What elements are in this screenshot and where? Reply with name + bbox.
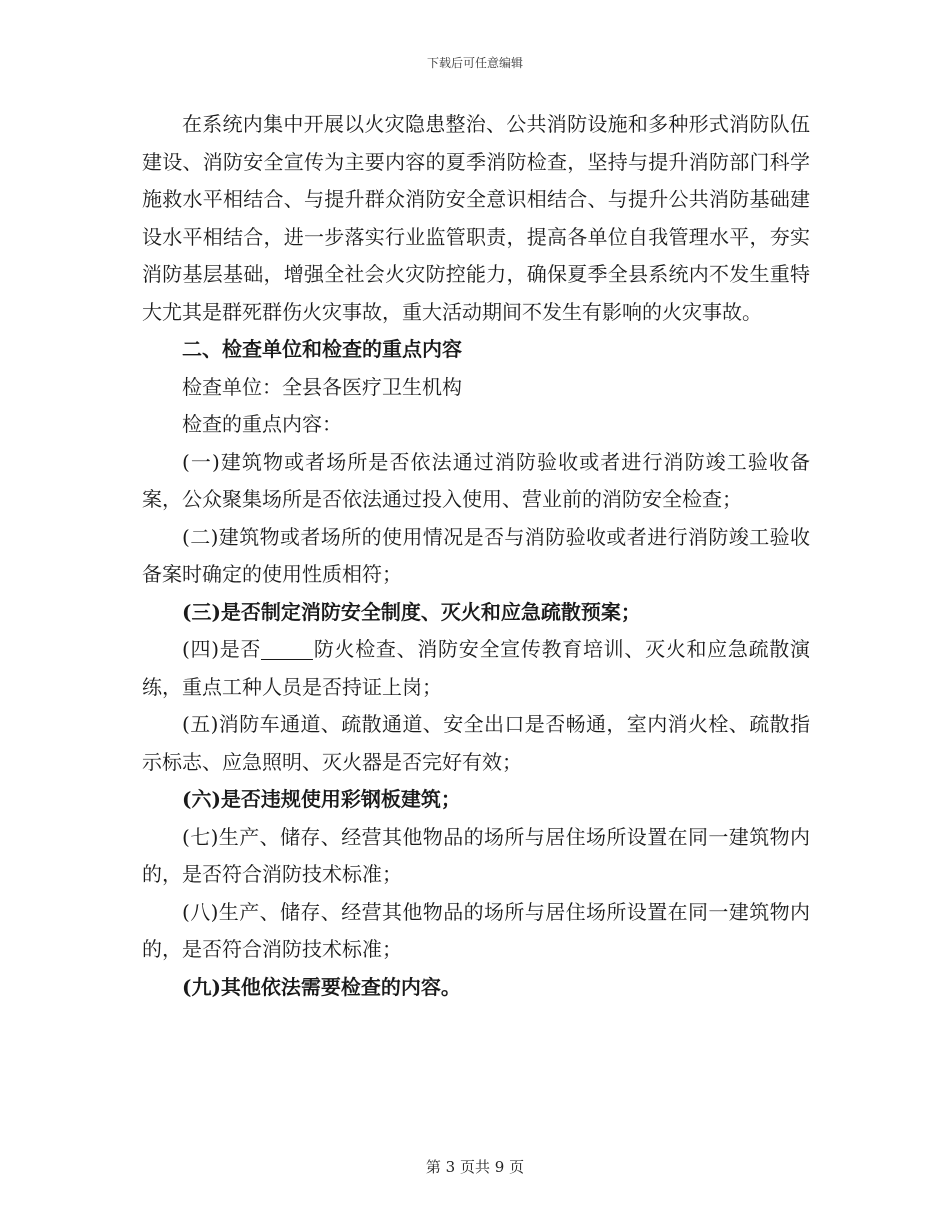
item-4-after: 防火检查、消防安全宣传教育培训、灭火和应急疏散演练，重点工种人员是否持证上岗； bbox=[142, 637, 810, 699]
item-2: (二)建筑物或者场所的使用情况是否与消防验收或者进行消防竣工验收备案时确定的使用性质相符； bbox=[142, 524, 810, 586]
item-3: (三)是否制定消防安全制度、灭火和应急疏散预案； bbox=[182, 599, 641, 624]
inspection-units: 检查单位：全县各医疗卫生机构 bbox=[182, 374, 462, 399]
item-4 bbox=[142, 631, 810, 706]
section-heading: 二、检查单位和检查的重点内容 bbox=[182, 337, 462, 361]
item-7: (七)生产、储存、经营其他物品的场所与居住场所设置在同一建筑物内的，是否符合消防技术标准； bbox=[142, 824, 810, 886]
inspection-focus-label: 检查的重点内容： bbox=[182, 412, 342, 436]
item-6: (六)是否违规使用彩钢板建筑； bbox=[182, 787, 461, 811]
intro-paragraph: 在系统内集中开展以火灾隐患整治、公共消防设施和多种形式消防队伍建设、消防安全宣传为主要内容的夏季消防检查，坚持与提升消防部门科学施救水平相结合、与提升群众消防安全意识相结合、与提升公共消防基础建设水平相结合，进一步落实行业监管职责，提高各单位自我管理水平，夯实消防基层基础，增强全社会火灾防控能力，确保夏季全县系统内不发生重特大尤其是群死群伤火灾事故，重大活动期间不发生有影响的火灾事故。 bbox=[142, 112, 810, 324]
item-9: (九)其他依法需要检查的内容。 bbox=[182, 974, 461, 999]
page-header: 下载后可任意编辑 bbox=[426, 56, 523, 70]
item-8: (八)生产、储存、经营其他物品的场所与居住场所设置在同一建筑物内的，是否符合消防技术标准； bbox=[142, 899, 810, 961]
document-body bbox=[142, 106, 810, 1006]
page-footer: 第 3 页共 9 页 bbox=[425, 1158, 525, 1176]
item-4-before: (四)是否 bbox=[182, 637, 262, 661]
item-5: (五)消防车通道、疏散通道、安全出口是否畅通，室内消火栓、疏散指示标志、应急照明、灭火器是否完好有效； bbox=[142, 712, 810, 774]
fill-in-blank bbox=[261, 639, 313, 660]
item-1: (一)建筑物或者场所是否依法通过消防验收或者进行消防竣工验收备案，公众聚集场所是否依法通过投入使用、营业前的消防安全检查； bbox=[142, 449, 810, 511]
